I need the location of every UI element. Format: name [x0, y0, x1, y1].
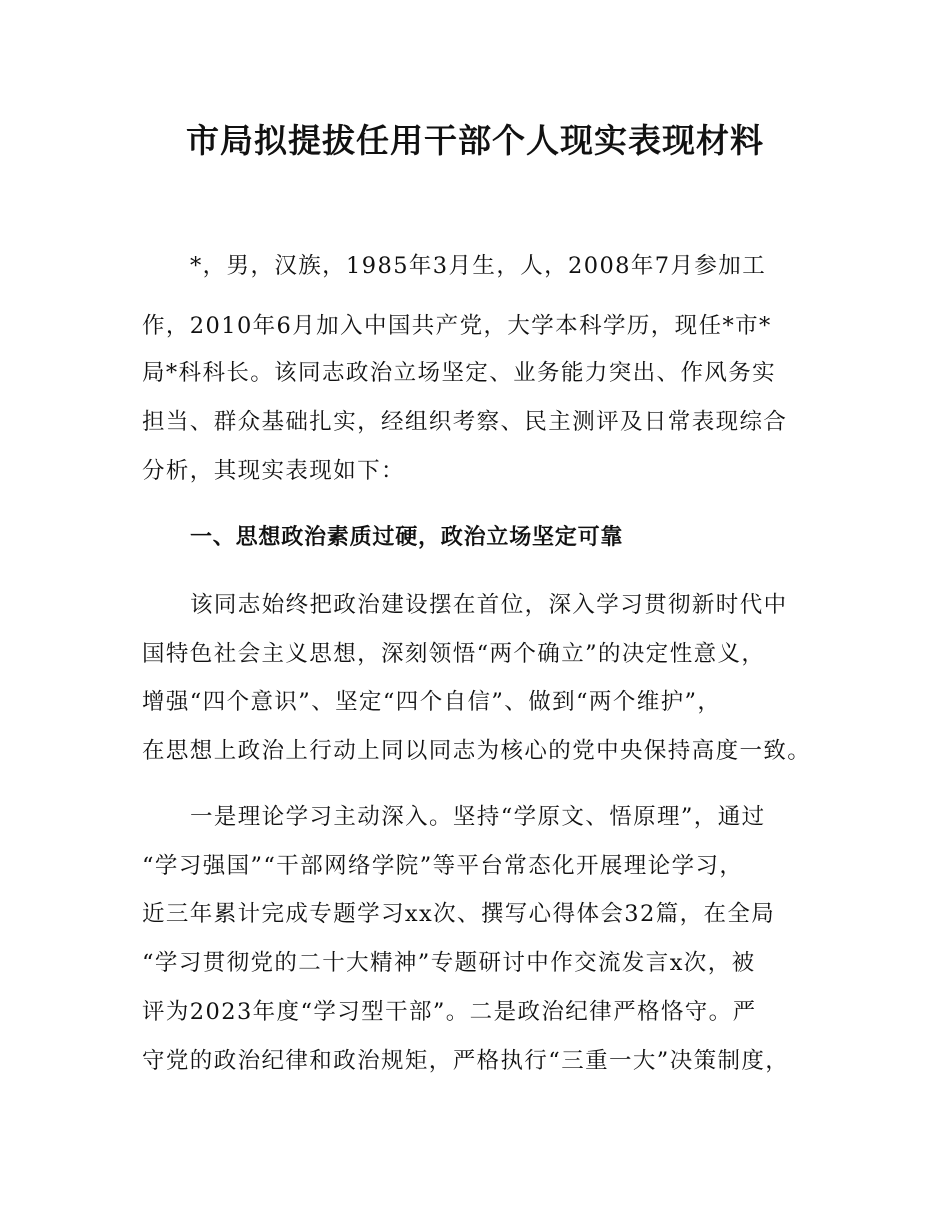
section1-para2-line-4: “学习贯彻党的二十大精神”专题研讨中作交流发言x次，被	[142, 950, 756, 976]
section-heading-1: 一、思想政治素质过硬，政治立场坚定可靠	[190, 525, 624, 550]
section1-para1-line-4: 在思想上政治上行动上同以同志为核心的党中央保持高度一致。	[142, 738, 812, 764]
intro-line-3: 局*科科长。该同志政治立场坚定、业务能力突出、作风务实	[142, 360, 777, 386]
document-title: 市局拟提拔任用干部个人现实表现材料	[186, 121, 764, 160]
section1-para1-line-2: 国特色社会主义思想，深刻领悟“两个确立”的决定性意义，	[142, 641, 766, 667]
intro-line-2: 作，2010年6月加入中国共产党，大学本科学历，现任*市*	[142, 313, 772, 339]
section1-para2-line-6: 守党的政治纪律和政治规矩，严格执行“三重一大”决策制度，	[142, 1048, 790, 1074]
section1-para2-line-5: 评为2023年度“学习型干部”。二是政治纪律严格恪守。严	[142, 999, 757, 1025]
section1-para2-line-2: “学习强国”“干部网络学院”等平台常态化开展理论学习，	[142, 853, 744, 879]
intro-line-5: 分析，其现实表现如下：	[142, 458, 405, 484]
intro-line-4: 担当、群众基础扎实，经组织考察、民主测评及日常表现综合	[142, 409, 788, 435]
section1-para2-line-3: 近三年累计完成专题学习xx次、撰写心得体会32篇，在全局	[142, 901, 776, 927]
intro-line-1: *，男，汉族，1985年3月生，人，2008年7月参加工	[190, 253, 767, 279]
section1-para1-line-1: 该同志始终把政治建设摆在首位，深入学习贯彻新时代中	[190, 592, 788, 618]
section1-para1-line-3: 增强“四个意识”、坚定“四个自信”、做到“两个维护”，	[142, 689, 722, 715]
section1-para2-line-1: 一是理论学习主动深入。坚持“学原文、悟原理”，通过	[190, 804, 766, 830]
